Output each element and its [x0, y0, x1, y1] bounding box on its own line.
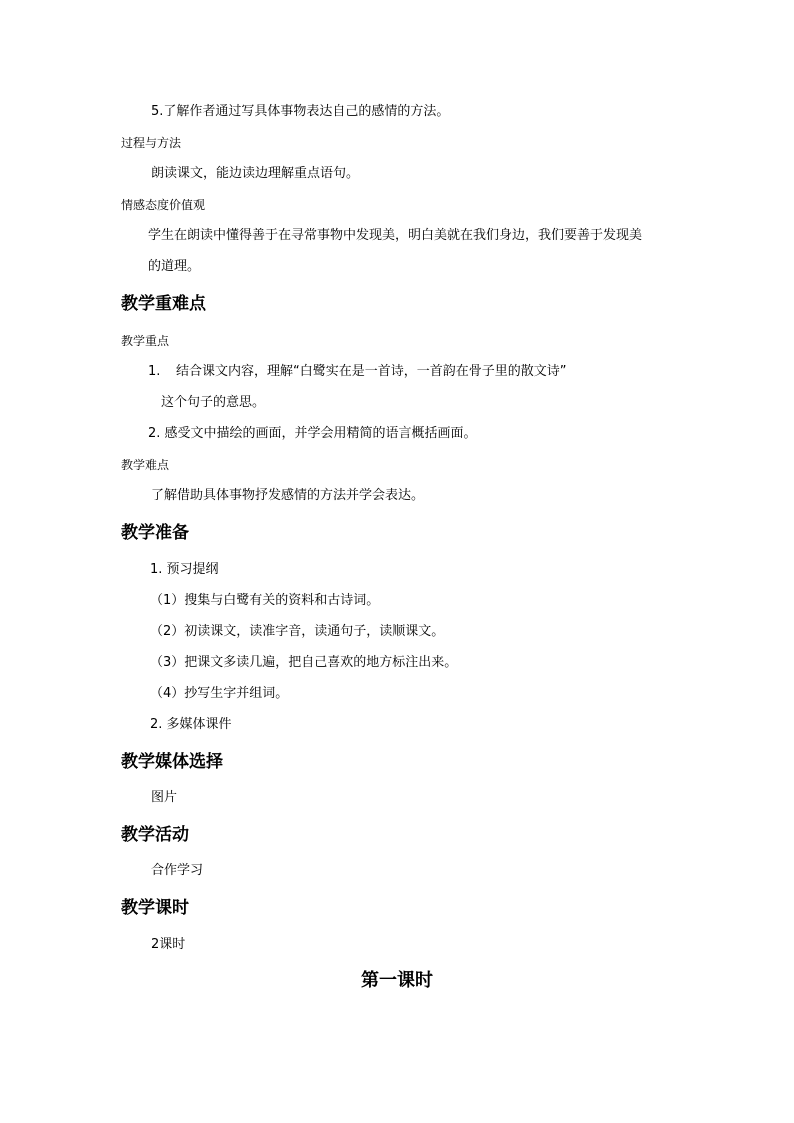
media-text: 图片 [151, 790, 178, 805]
emotion-text-line2: 的道理。 [148, 259, 201, 274]
key-point-2: 2. 感受文中描绘的画面，并学会用精简的语言概括画面。 [148, 426, 477, 441]
prep-item-1d: （4）抄写生字并组词。 [150, 686, 289, 701]
prep-item-1b: （2）初读课文，读准字音，读通句子，读顺课文。 [150, 624, 445, 639]
difficult-points-text: 了解借助具体事物抒发感情的方法并学会表达。 [151, 488, 425, 503]
key-points-label: 教学重点 [121, 334, 170, 348]
process-text: 朗读课文，能边读边理解重点语句。 [151, 166, 360, 181]
emotion-label: 情感态度价值观 [121, 198, 206, 212]
prep-item-1: 1. 预习提纲 [150, 562, 219, 577]
lesson-title: 第一课时 [361, 970, 433, 991]
prep-item-1c: （3）把课文多读几遍，把自己喜欢的地方标注出来。 [150, 655, 458, 670]
key-point-1-number: 1. [148, 364, 161, 379]
activity-text: 合作学习 [151, 863, 204, 878]
prep-item-2: 2. 多媒体课件 [150, 717, 232, 732]
key-point-1-text: 结合课文内容，理解“白鹭实在是一首诗，一首韵在骨子里的散文诗” [176, 364, 567, 379]
hours-heading: 教学课时 [121, 898, 189, 918]
prep-item-1a: （1）搜集与白鹭有关的资料和古诗词。 [150, 593, 380, 608]
media-heading: 教学媒体选择 [121, 752, 223, 772]
preparation-heading: 教学准备 [121, 523, 189, 543]
objective-5: 5.了解作者通过写具体事物表达自己的感情的方法。 [151, 104, 450, 119]
process-label: 过程与方法 [121, 136, 182, 150]
difficult-points-label: 教学难点 [121, 458, 170, 472]
key-difficult-heading: 教学重难点 [121, 294, 206, 314]
key-point-1-continued: 这个句子的意思。 [161, 395, 266, 410]
hours-text: 2课时 [151, 937, 186, 952]
emotion-text-line1: 学生在朗读中懂得善于在寻常事物中发现美，明白美就在我们身边，我们要善于发现美 [148, 228, 643, 243]
activity-heading: 教学活动 [121, 825, 189, 845]
